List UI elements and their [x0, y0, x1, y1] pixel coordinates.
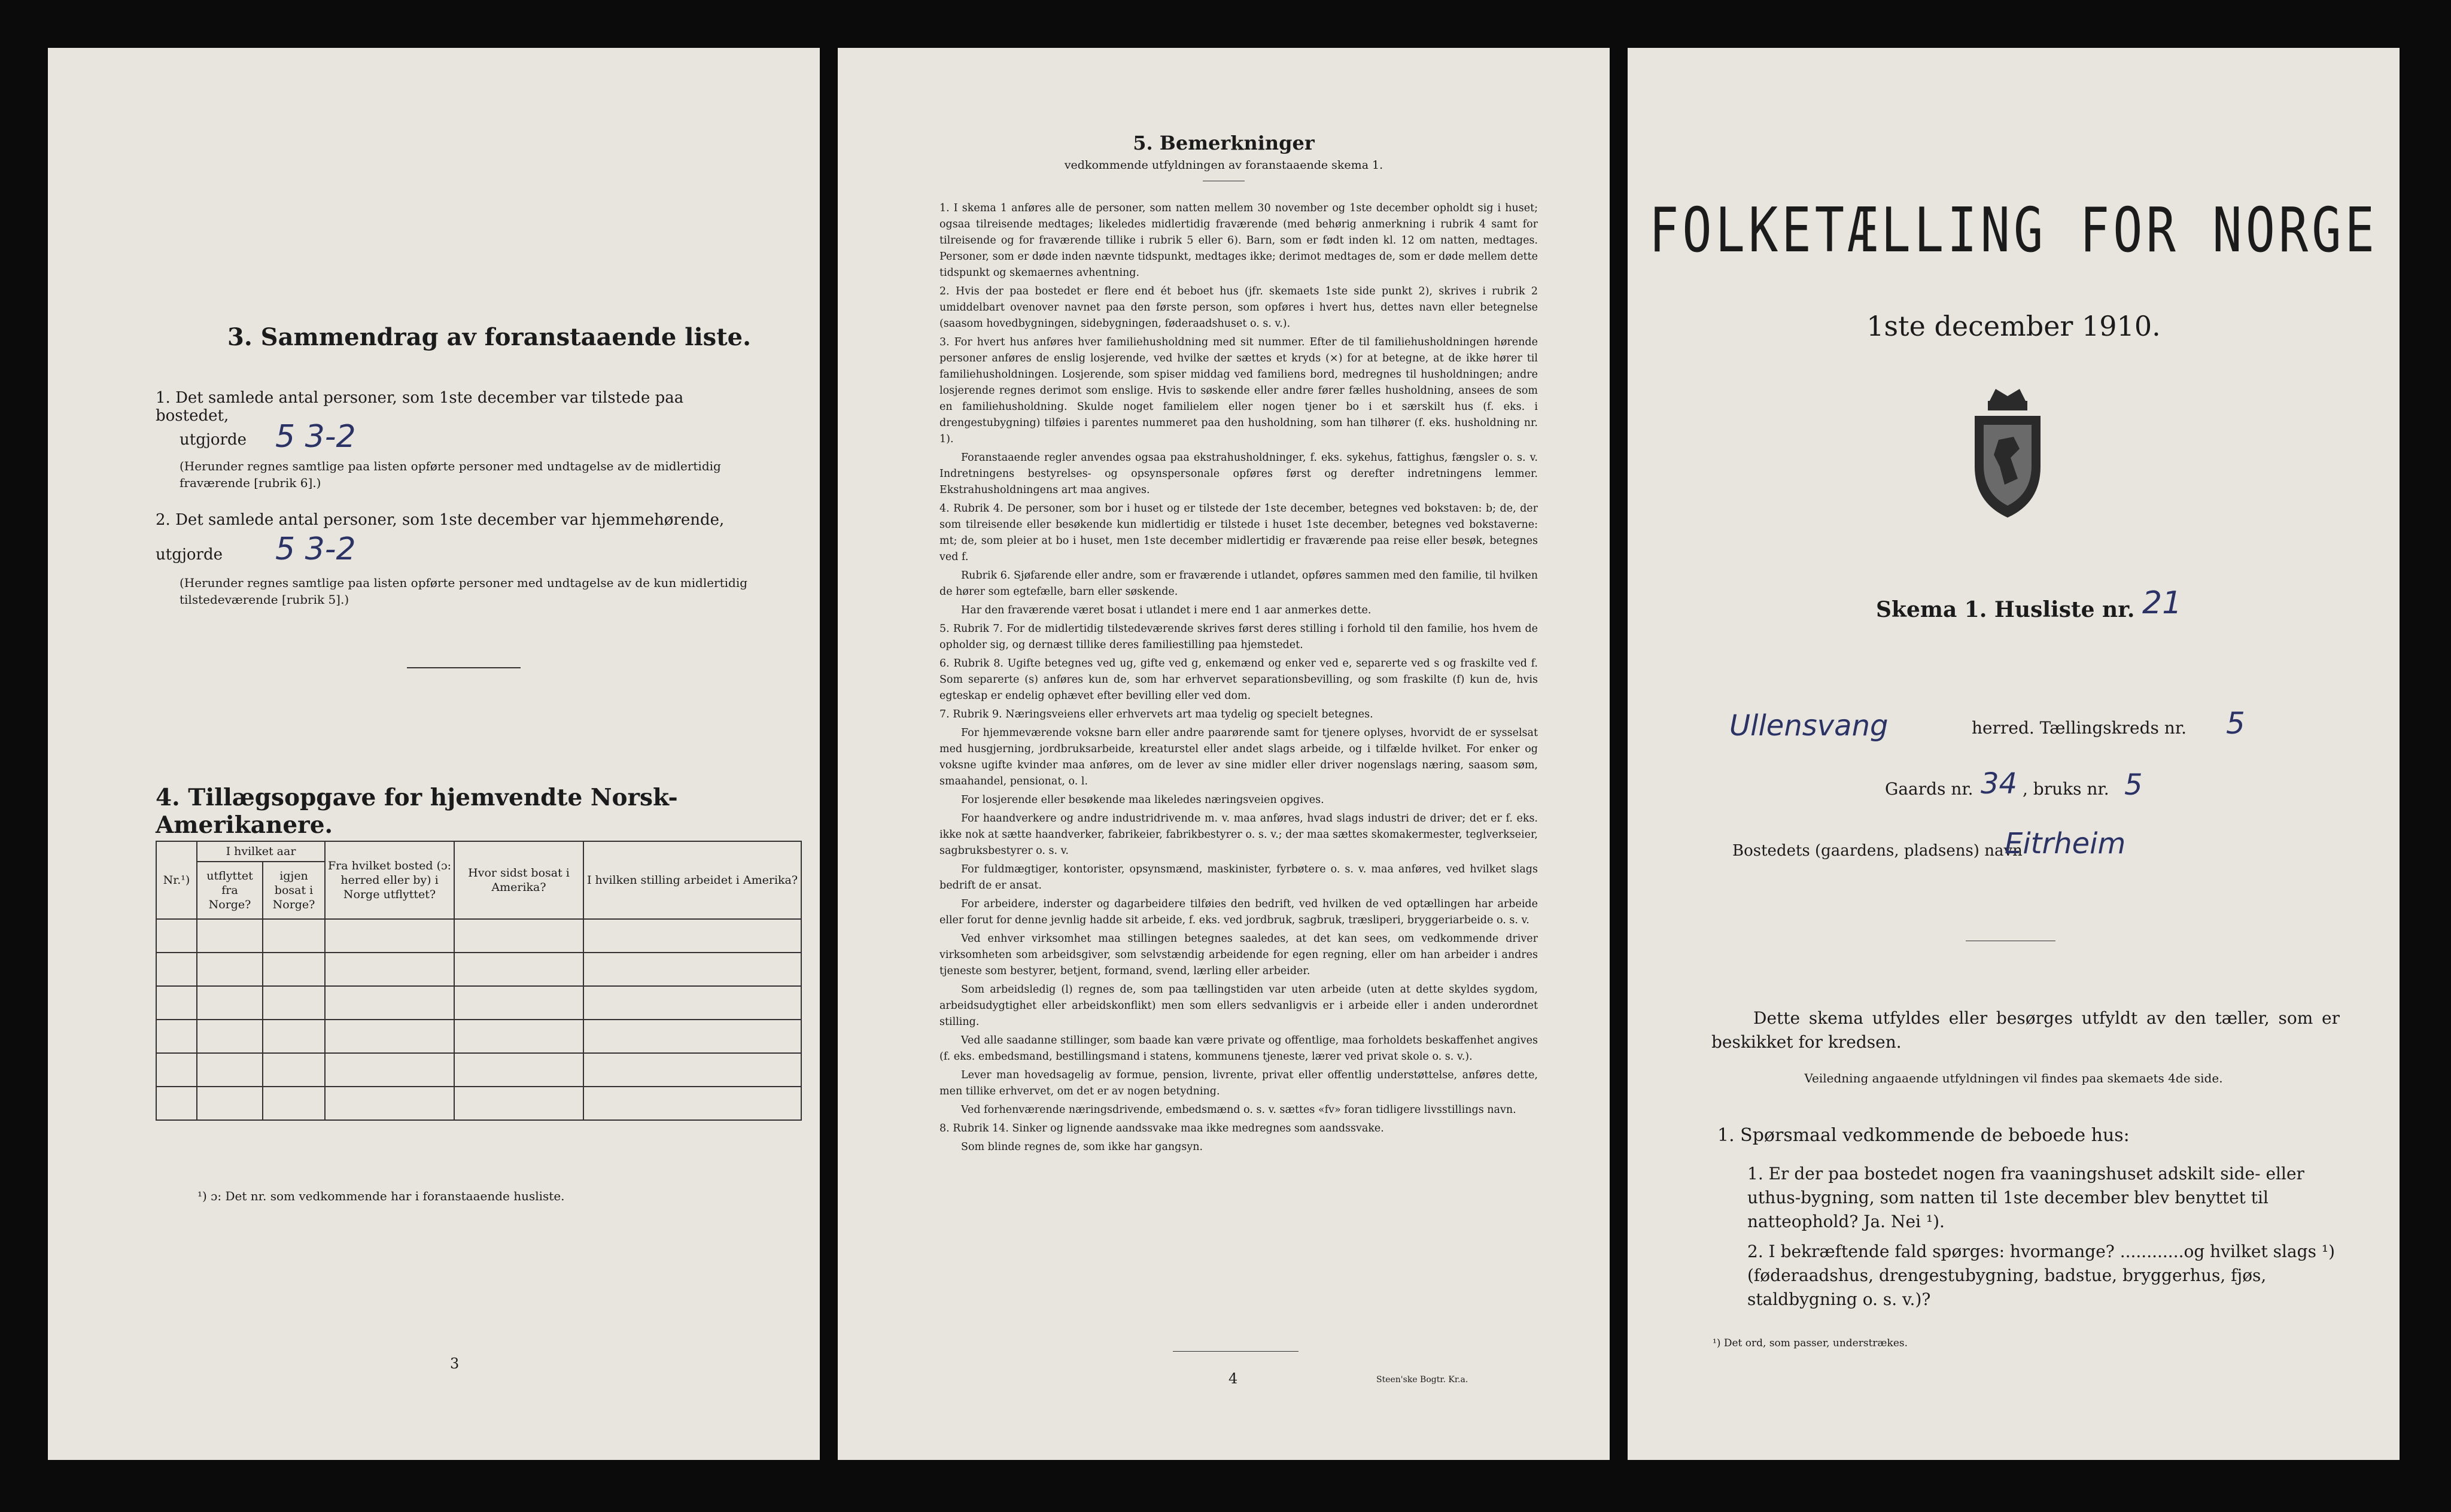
- remark-paragraph: Ved forhenværende næringsdrivende, embedsmænd o. s. v. sættes «fv» foran tidligere livsstillings navn.: [961, 1104, 1516, 1116]
- remark-paragraph: Lever man hovedsagelig av formue, pension, livrente, privat eller offentlig understøttelse, anføres dette, men tillike erhvervet, om det er av nogen betydning.: [939, 1069, 1538, 1097]
- page-number: 4: [1228, 1370, 1238, 1387]
- page-number: 3: [450, 1355, 460, 1372]
- remarks-subtitle: vedkommende utfyldningen av foranstaaende skema 1.: [1064, 159, 1383, 172]
- th-fra-hvilket: Fra hvilket bosted (ɔ: herred eller by) i Norge utflyttet?: [325, 841, 454, 919]
- printer-mark: Steen'ske Bogtr. Kr.a.: [1376, 1375, 1468, 1385]
- remark-paragraph: Foranstaaende regler anvendes ogsaa paa ekstrahusholdninger, f. eks. sykehus, fattighus, fængsler o. s. v. Indretningens bestyrelses- og opsynspersonale opføres først og derefter indretningens lemmer. Ekstrahusholdningens art maa angives.: [939, 452, 1538, 496]
- item1-text: 1. Det samlede antal personer, som 1ste december var tilstede paa bostedet,: [156, 389, 684, 425]
- th-igjen-bosat: igjen bosat i Norge?: [263, 862, 325, 919]
- schema-label: Skema 1. Husliste nr.: [1876, 597, 2135, 622]
- table-row: [156, 1020, 801, 1053]
- bruks-label: , bruks nr.: [2023, 779, 2109, 799]
- footnote: ¹) ɔ: Det nr. som vedkommende har i foranstaaende husliste.: [197, 1189, 565, 1203]
- section3-title: 3. Sammendrag av foranstaaende liste.: [227, 323, 752, 351]
- remark-paragraph: 4. Rubrik 4. De personer, som bor i huset og er tilstede der 1ste december, betegnes ved bokstaven: b; de, der som tilreisende eller besøkende kun midlertidig er tilstede i huset 1ste december, betegnes ved bokstaverne: mt; de, som pleier at bo i huset, men 1ste december midlertidig er fraværende paa reise eller besøk, betegnes ved f.: [939, 503, 1538, 563]
- th-nr: Nr.¹): [156, 841, 197, 919]
- gaards-label: Gaards nr.: [1885, 779, 1973, 799]
- remarks-title: 5. Bemerkninger: [1133, 132, 1315, 154]
- table-row: [156, 986, 801, 1020]
- kreds-nr: 5: [2226, 706, 2245, 741]
- remark-paragraph: For losjerende eller besøkende maa likeledes næringsveien opgives.: [961, 794, 1324, 806]
- remarks-list: [939, 200, 1538, 1158]
- remark-paragraph: Rubrik 6. Sjøfarende eller andre, som er fraværende i utlandet, opføres sammen med den familie, til hvilken de hører som egtefælle, barn eller søskende.: [939, 570, 1538, 598]
- table-row: [156, 1087, 801, 1120]
- bosted-value: Eitrheim: [2005, 827, 2126, 860]
- remark-paragraph: 3. For hvert hus anføres hver familiehusholdning med sit nummer. Efter de til familiehusholdningen hørende personer anføres de enslig losjerende, ved hvilke der sættes et kryds (×) for at betegne, at de ikke hører til familiehusholdningen. Losjerende, som spiser middag ved familiens bord, medregnes til husholdningen; andre losjerende regnes derimot som enslige. Hvis to søskende eller andre fører fælles husholdning, ansees de som en familiehusholdning. Skulde noget familielem eller nogen tjener bo i et særskilt hus (f. eks. i drengestubygning) tilføies i parentes nummeret paa den husholdning, som han tilhører (f. eks. husholdning nr. 1).: [939, 336, 1538, 445]
- th-hvilket-aar: I hvilket aar: [197, 841, 325, 862]
- remark-paragraph: Ved enhver virksomhet maa stillingen betegnes saaledes, at det kan sees, om vedkommende driver virksomheten som arbeidsgiver, som selvstændig arbeidende for egen regning, eller om han arbeider i andres tjeneste som bestyrer, betjent, formand, svend, lærling eller arbeider.: [939, 933, 1538, 977]
- item2-text: 2. Det samlede antal personer, som 1ste december var hjemmehørende, utgjorde: [156, 511, 725, 564]
- footnote: ¹) Det ord, som passer, understrækes.: [1713, 1337, 1908, 1349]
- instruction-text: Dette skema utfyldes eller besørges utfyldt av den tæller, som er beskikket for kredsen.: [1711, 1008, 2340, 1052]
- table-row: [156, 953, 801, 986]
- remark-paragraph: Som blinde regnes de, som ikke har gangsyn.: [961, 1141, 1203, 1153]
- husliste-nr: 21: [2142, 585, 2182, 621]
- remark-paragraph: For haandverkere og andre industridrivende m. v. maa anføres, hvad slags industri de driver; det er f. eks. ikke nok at sætte haandverker, fabrikeier, fabrikbestyrer o. s. v.; der maa sættes skomakermester, teglverkseier, sagbruksbestyrer o. s. v.: [939, 813, 1538, 857]
- item1-note: (Herunder regnes samtlige paa listen opførte personer med undtagelse av de midlertidig fraværende [rubrik 6].): [180, 459, 721, 490]
- remark-paragraph: Som arbeidsledig (l) regnes de, som paa tællingstiden var uten arbeide (uten at dette skyldes sygdom, arbeidsudygtighet eller arbeidskonflikt) men som ellers sedvanligvis er i arbeide eller i anden underordnet stilling.: [939, 984, 1538, 1028]
- page-3: [48, 48, 820, 1460]
- question-2: 2. I bekræftende fald spørges: hvormange? ............og hvilket slags ¹) (føderaadshus, drengestubygning, badstue, bryggerhus, fjøs, staldbygning o. s. v.)?: [1747, 1242, 2335, 1309]
- bosted-label: Bostedets (gaardens, pladsens) navn: [1732, 842, 2023, 860]
- table-row: [156, 1053, 801, 1087]
- remark-paragraph: For fuldmægtiger, kontorister, opsynsmænd, maskinister, fyrbøtere o. s. v. maa anføres, ved hvilket slags bedrift de er ansat.: [939, 863, 1538, 892]
- remark-paragraph: 2. Hvis der paa bostedet er flere end ét beboet hus (jfr. skemaets 1ste side punkt 2), skrives i rubrik 2 umiddelbart ovenover navnet paa den første person, som opføres i hvert hus, dettes navn eller betegnelse (saasom hovedbygningen, sidebygningen, føderaadshuset o. s. v.).: [939, 285, 1538, 330]
- table-row: [156, 919, 801, 953]
- section4-title: 4. Tillægsopgave for hjemvendte Norsk-Amerikanere.: [156, 784, 678, 839]
- remark-paragraph: 7. Rubrik 9. Næringsveiens eller erhvervets art maa tydelig og specielt betegnes.: [939, 708, 1373, 720]
- remark-paragraph: For arbeidere, inderster og dagarbeidere tilføies den bedrift, ved hvilken de ved optællingen har arbeide eller forut for denne jevnlig hadde sit arbeide, f. eks. ved jordbruk, sagbruk, træsliperi, bryggeriarbeide o. s. v.: [939, 898, 1538, 926]
- item1-value: 5 3-2: [275, 419, 356, 455]
- th-hvor-sidst: Hvor sidst bosat i Amerika?: [454, 841, 583, 919]
- divider: [407, 667, 521, 668]
- herred-label: herred. Tællingskreds nr.: [1972, 718, 2187, 738]
- remark-paragraph: 8. Rubrik 14. Sinker og lignende aandssvake maa ikke medregnes som aandssvake.: [939, 1122, 1384, 1134]
- th-stilling: I hvilken stilling arbeidet i Amerika?: [583, 841, 801, 919]
- bruks-nr: 5: [2124, 768, 2143, 802]
- census-date: 1ste december 1910.: [1866, 310, 2161, 342]
- item1-prefix: utgjorde: [180, 431, 247, 449]
- page-1: [1628, 48, 2400, 1460]
- item2-note: (Herunder regnes samtlige paa listen opførte personer med undtagelse av de kun midlertidig tilstedeværende [rubrik 5].): [180, 576, 748, 607]
- remark-paragraph: 5. Rubrik 7. For de midlertidig tilstedeværende skrives først deres stilling i forhold til den familie, hos hvem de opholder sig, og dernæst tillike deres familiestilling paa hjemstedet.: [939, 623, 1538, 651]
- remark-paragraph: 6. Rubrik 8. Ugifte betegnes ved ug, gifte ved g, enkemænd og enker ved e, separerte ved s og fraskilte ved f. Som separerte (s) anføres kun de, som har erhvervet separationsbevilling, og som fraskilte (f) kun de, hvis egteskap er endelig ophævet efter bevilling eller ved dom.: [939, 658, 1538, 702]
- remark-paragraph: 1. I skema 1 anføres alle de personer, som natten mellem 30 november og 1ste december opholdt sig i huset; ogsaa tilreisende medtages; likeledes midlertidig fraværende (med behørig anmerkning i rubrik 4 samt for tilreisende og for fraværende tillike i rubrik 5 eller 6). Barn, som er født inden kl. 12 om natten, medtages. Personer, som er døde inden nævnte tidspunkt, medtages ikke; derimot medtages de, som er døde mellem dette tidspunkt og skemaernes avhentning.: [939, 202, 1538, 279]
- divider: [1173, 1351, 1299, 1352]
- page-4: [838, 48, 1610, 1460]
- instruction-small: Veiledning angaaende utfyldningen vil findes paa skemaets 4de side.: [1804, 1071, 2223, 1085]
- norsk-amerikaner-table: [156, 841, 802, 1121]
- remark-paragraph: Ved alle saadanne stillinger, som baade kan være private og offentlige, maa forholdets beskaffenhet angives (f. eks. embedsmand, bestillingsmand i statens, kommunens tjeneste, lærer ved privat skole o. s. v.).: [939, 1035, 1538, 1063]
- question-1: 1. Er der paa bostedet nogen fra vaaningshuset adskilt side- eller uthus-bygning, som natten til 1ste december blev benyttet til natteophold? Ja. Nei ¹).: [1747, 1164, 2304, 1231]
- herred-value: Ullensvang: [1729, 709, 1889, 743]
- main-title: FOLKETÆLLING FOR NORGE: [1649, 195, 2379, 266]
- remark-paragraph: For hjemmeværende voksne barn eller andre paarørende samt for tjenere oplyses, hvorvidt de er sysselsat med husgjerning, jordbruksarbeide, kreaturstel eller andet slags arbeide, og i tilfælde hvilket. For enker og voksne ugifte kvinder maa anføres, om de lever av sine midler eller driver nogenslags næring, saasom søm, smaahandel, pensionat, o. l.: [939, 727, 1538, 787]
- item2-value: 5 3-2: [275, 531, 356, 567]
- coat-of-arms-icon: [1963, 383, 2052, 521]
- question-header: 1. Spørsmaal vedkommende de beboede hus:: [1717, 1125, 2130, 1146]
- gaards-nr: 34: [1981, 767, 2018, 801]
- th-utflyttet: utflyttet fra Norge?: [197, 862, 263, 919]
- remark-paragraph: Har den fraværende været bosat i utlandet i mere end 1 aar anmerkes dette.: [961, 604, 1372, 616]
